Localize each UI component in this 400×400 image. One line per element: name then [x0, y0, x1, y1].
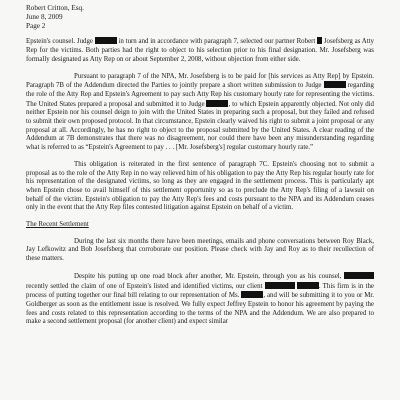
text-run: Epstein's counsel. Judge	[26, 38, 95, 46]
redaction-block	[297, 282, 319, 289]
text-run: . This firm is in the process of putting together our final bill relating to our representation of Ms.	[26, 282, 374, 300]
paragraph-3	[26, 161, 374, 213]
text-run: , and will be submitting it to you or Mr. Goldberger as soon as the entitlement issue is resolved. We fully expect Jeffrey Epstein to honor his agreement by paying the fees and costs related to this representation according to the terms of the NPA and the Addendum. We are also prepared to make a second settlement proposal (for another client) and expect similar	[26, 292, 374, 326]
addressee: Robert Critton, Esq.	[26, 4, 84, 12]
text-run: , to which Epstein apparently objected. Not only did neither Epstein nor his counsel deign to join with the United States in preparing such a proposal, but they failed and refused to submit their own proposed protocol. In that circumstance, Epstein clearly waived his right to submit a joint proposal or any proposal at all. Accordingly, he has no right to object to the proposal submitted by the United States. A clear reading of the Addendum at 7B demonstrates that there was no disagreement, nor could there have been any misunderstanding regarding what is referred to as “Epstein's Agreement to pay . . . [Mr. Josefsberg's] regular customary hourly rate.”	[26, 100, 374, 152]
redaction-block	[265, 282, 295, 289]
text-run: in turn and in accordance with paragraph 7, selected our partner Robert	[116, 38, 318, 46]
redaction-block	[344, 272, 374, 279]
letter-date: June 8, 2009	[26, 12, 63, 21]
paragraph-1	[26, 37, 374, 64]
paragraph-5	[26, 272, 374, 327]
letter-header	[26, 4, 374, 30]
text-run: Despite his putting up one road block after another, Mr. Epstein, through you as his counsel,	[74, 272, 344, 280]
paragraph-2	[26, 73, 374, 153]
text-run: regarding the role of the Atty Rep and Epstein's Agreement to pay such Atty Rep his customary hourly rate for representing the victims. The United States prepared a proposal and submitted it to Judge	[26, 82, 375, 108]
paragraph-4	[26, 238, 374, 264]
redaction-block	[324, 81, 346, 88]
text-run: recently settled the claim of one of Epstein's listed and identified victims, our client	[26, 282, 265, 290]
text-run: Josefsberg as Atty Rep for the victims. Both parties had the right to object to his selection prior to his final designation. Mr. Josefsberg was formally designated as Atty Rep on or about September 2, 2008, without objection from either side.	[26, 38, 374, 63]
section-heading: The Recent Settlement	[26, 221, 89, 229]
redaction-block	[241, 291, 263, 298]
text-run: During the last six months there have been meetings, emails and phone conversations between Roy Black, Jay Lefkowitz and Bob Josefsberg that corroborate our position. Please check with Jay and Roy as to their recollection of these matters.	[26, 237, 374, 263]
redaction-block	[95, 37, 117, 44]
text-run: This obligation is reiterated in the first sentence of paragraph 7C. Epstein's choosing not to submit a proposal as to the role of the Atty Rep in no way relieved him of his obligation to pay the Atty Rep his regular hourly rate for his representation of the designated victims, so long as they are engaged in the settlement process. This is particularly apt when Epstein chose to avail himself of this settlement opportunity so as to preclude the Atty Rep's filing of a lawsuit on behalf of the victim. Epstein's obligation to pay the Atty Rep's fees and costs pursuant to the NPA and its Addendum ceases only in the event that the Atty Rep files contested litigation against Epstein on behalf of a victim.	[26, 160, 374, 212]
redaction-block	[206, 100, 228, 107]
page-number: Page 2	[26, 21, 46, 30]
text-run: Pursuant to paragraph 7 of the NPA, Mr. Josefsberg is to be paid for [his services as Atty Rep] by Epstein. Paragraph 7B of the Addendum directed the Parties to jointly prepare a short written submission to Judge	[26, 72, 374, 90]
